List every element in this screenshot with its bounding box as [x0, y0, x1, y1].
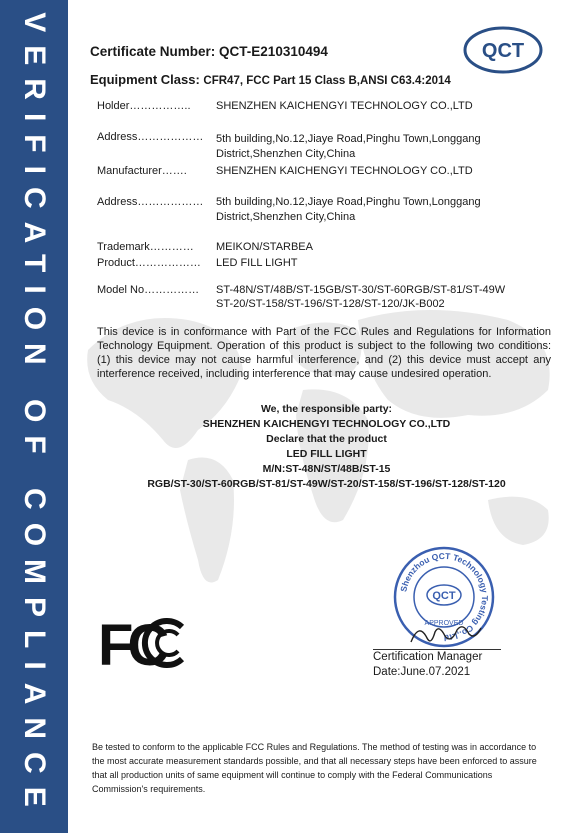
signoff-title: Certification Manager — [373, 651, 483, 663]
certificate-number — [90, 44, 328, 59]
fcc-logo-text: FC — [98, 615, 164, 671]
seal-approved: APPROVED — [424, 620, 464, 627]
manufacturer-value: SHENZHEN KAICHENGYI TECHNOLOGY CO.,LTD — [216, 165, 473, 177]
conformance-statement: This device is in conformance with Part of the FCC Rules and Regulations for Information Technology Equipment. Operation of this product is subject to the following two conditions: (1) this device may not cause harmful interference, and (2) this device must accept any interference received, including interference that may cause undesired operation. — [97, 326, 551, 380]
declaration-line1: We, the responsible party: — [260, 403, 393, 415]
trademark-label: Trademark………… — [97, 241, 194, 253]
model-line1: ST-48N/ST/48B/ST-15GB/ST-30/ST-60RGB/ST-81/ST-49W — [216, 284, 506, 296]
equip-value: CFR47, FCC Part 15 Class B,ANSI C63.4:2014 — [203, 75, 451, 87]
address-line1: 5th building,No.12,Jiaye Road,Pinghu Town,Longgang — [216, 133, 481, 145]
equip-label: Equipment Class: — [90, 72, 200, 87]
holder-label: Holder…………….. — [97, 100, 191, 112]
declaration-line3: Declare that the product — [266, 433, 387, 445]
footer-statement: Be tested to conform to the applicable FCC Rules and Regulations. The method of testing was in accordance to the most accurate measurement standards possible, and that all necessary steps have been enforced to assure that all production units of same equipment will continue to comply with the Federal Communications Commission's requirements. — [92, 742, 537, 794]
address2-line2: District,Shenzhen City,China — [216, 211, 356, 223]
sidebar-band — [0, 0, 68, 833]
qct-logo — [462, 25, 544, 75]
product-label: Product……………… — [97, 257, 201, 269]
model-label: Model No…………… — [97, 284, 200, 296]
equipment-class — [90, 72, 451, 87]
declaration-line5: M/N:ST-48N/ST/48B/ST-15 — [262, 463, 391, 475]
address-line2: District,Shenzhen City,China — [216, 148, 356, 160]
manufacturer-label: Manufacturer……. — [97, 165, 187, 177]
declaration-line4: LED FILL LIGHT — [286, 448, 367, 460]
declaration-line6: RGB/ST-30/ST-60RGB/ST-81/ST-49W/ST-20/ST-158/ST-196/ST-128/ST-120 — [147, 478, 506, 490]
signature — [405, 618, 485, 648]
seal-ring-text: Shenzhou QCT Technology Testing Co.,Ltd — [398, 550, 491, 644]
address-label: Address……………… — [97, 131, 204, 143]
cert-label: Certificate Number: — [90, 44, 216, 59]
address2-line1: 5th building,No.12,Jiaye Road,Pinghu Town,Longgang — [216, 196, 481, 208]
model-line2: ST-20/ST-158/ST-196/ST-128/ST-120/JK-B002 — [216, 298, 445, 310]
signoff-date: Date:June.07.2021 — [373, 666, 471, 678]
product-value: LED FILL LIGHT — [216, 257, 298, 269]
seal-center-text: QCT — [432, 590, 456, 602]
address2-label: Address……………… — [97, 196, 204, 208]
holder-value: SHENZHEN KAICHENGYI TECHNOLOGY CO.,LTD — [216, 100, 473, 112]
fcc-logo — [98, 615, 184, 671]
cert-value: QCT-E210310494 — [219, 44, 328, 59]
sidebar-title: VERIFICATION OF COMPLIANCE — [18, 12, 51, 820]
logo-text: QCT — [481, 40, 525, 62]
declaration-line2: SHENZHEN KAICHENGYI TECHNOLOGY CO.,LTD — [202, 418, 451, 430]
signoff-block — [373, 650, 482, 680]
trademark-value: MEIKON/STARBEA — [216, 241, 313, 253]
